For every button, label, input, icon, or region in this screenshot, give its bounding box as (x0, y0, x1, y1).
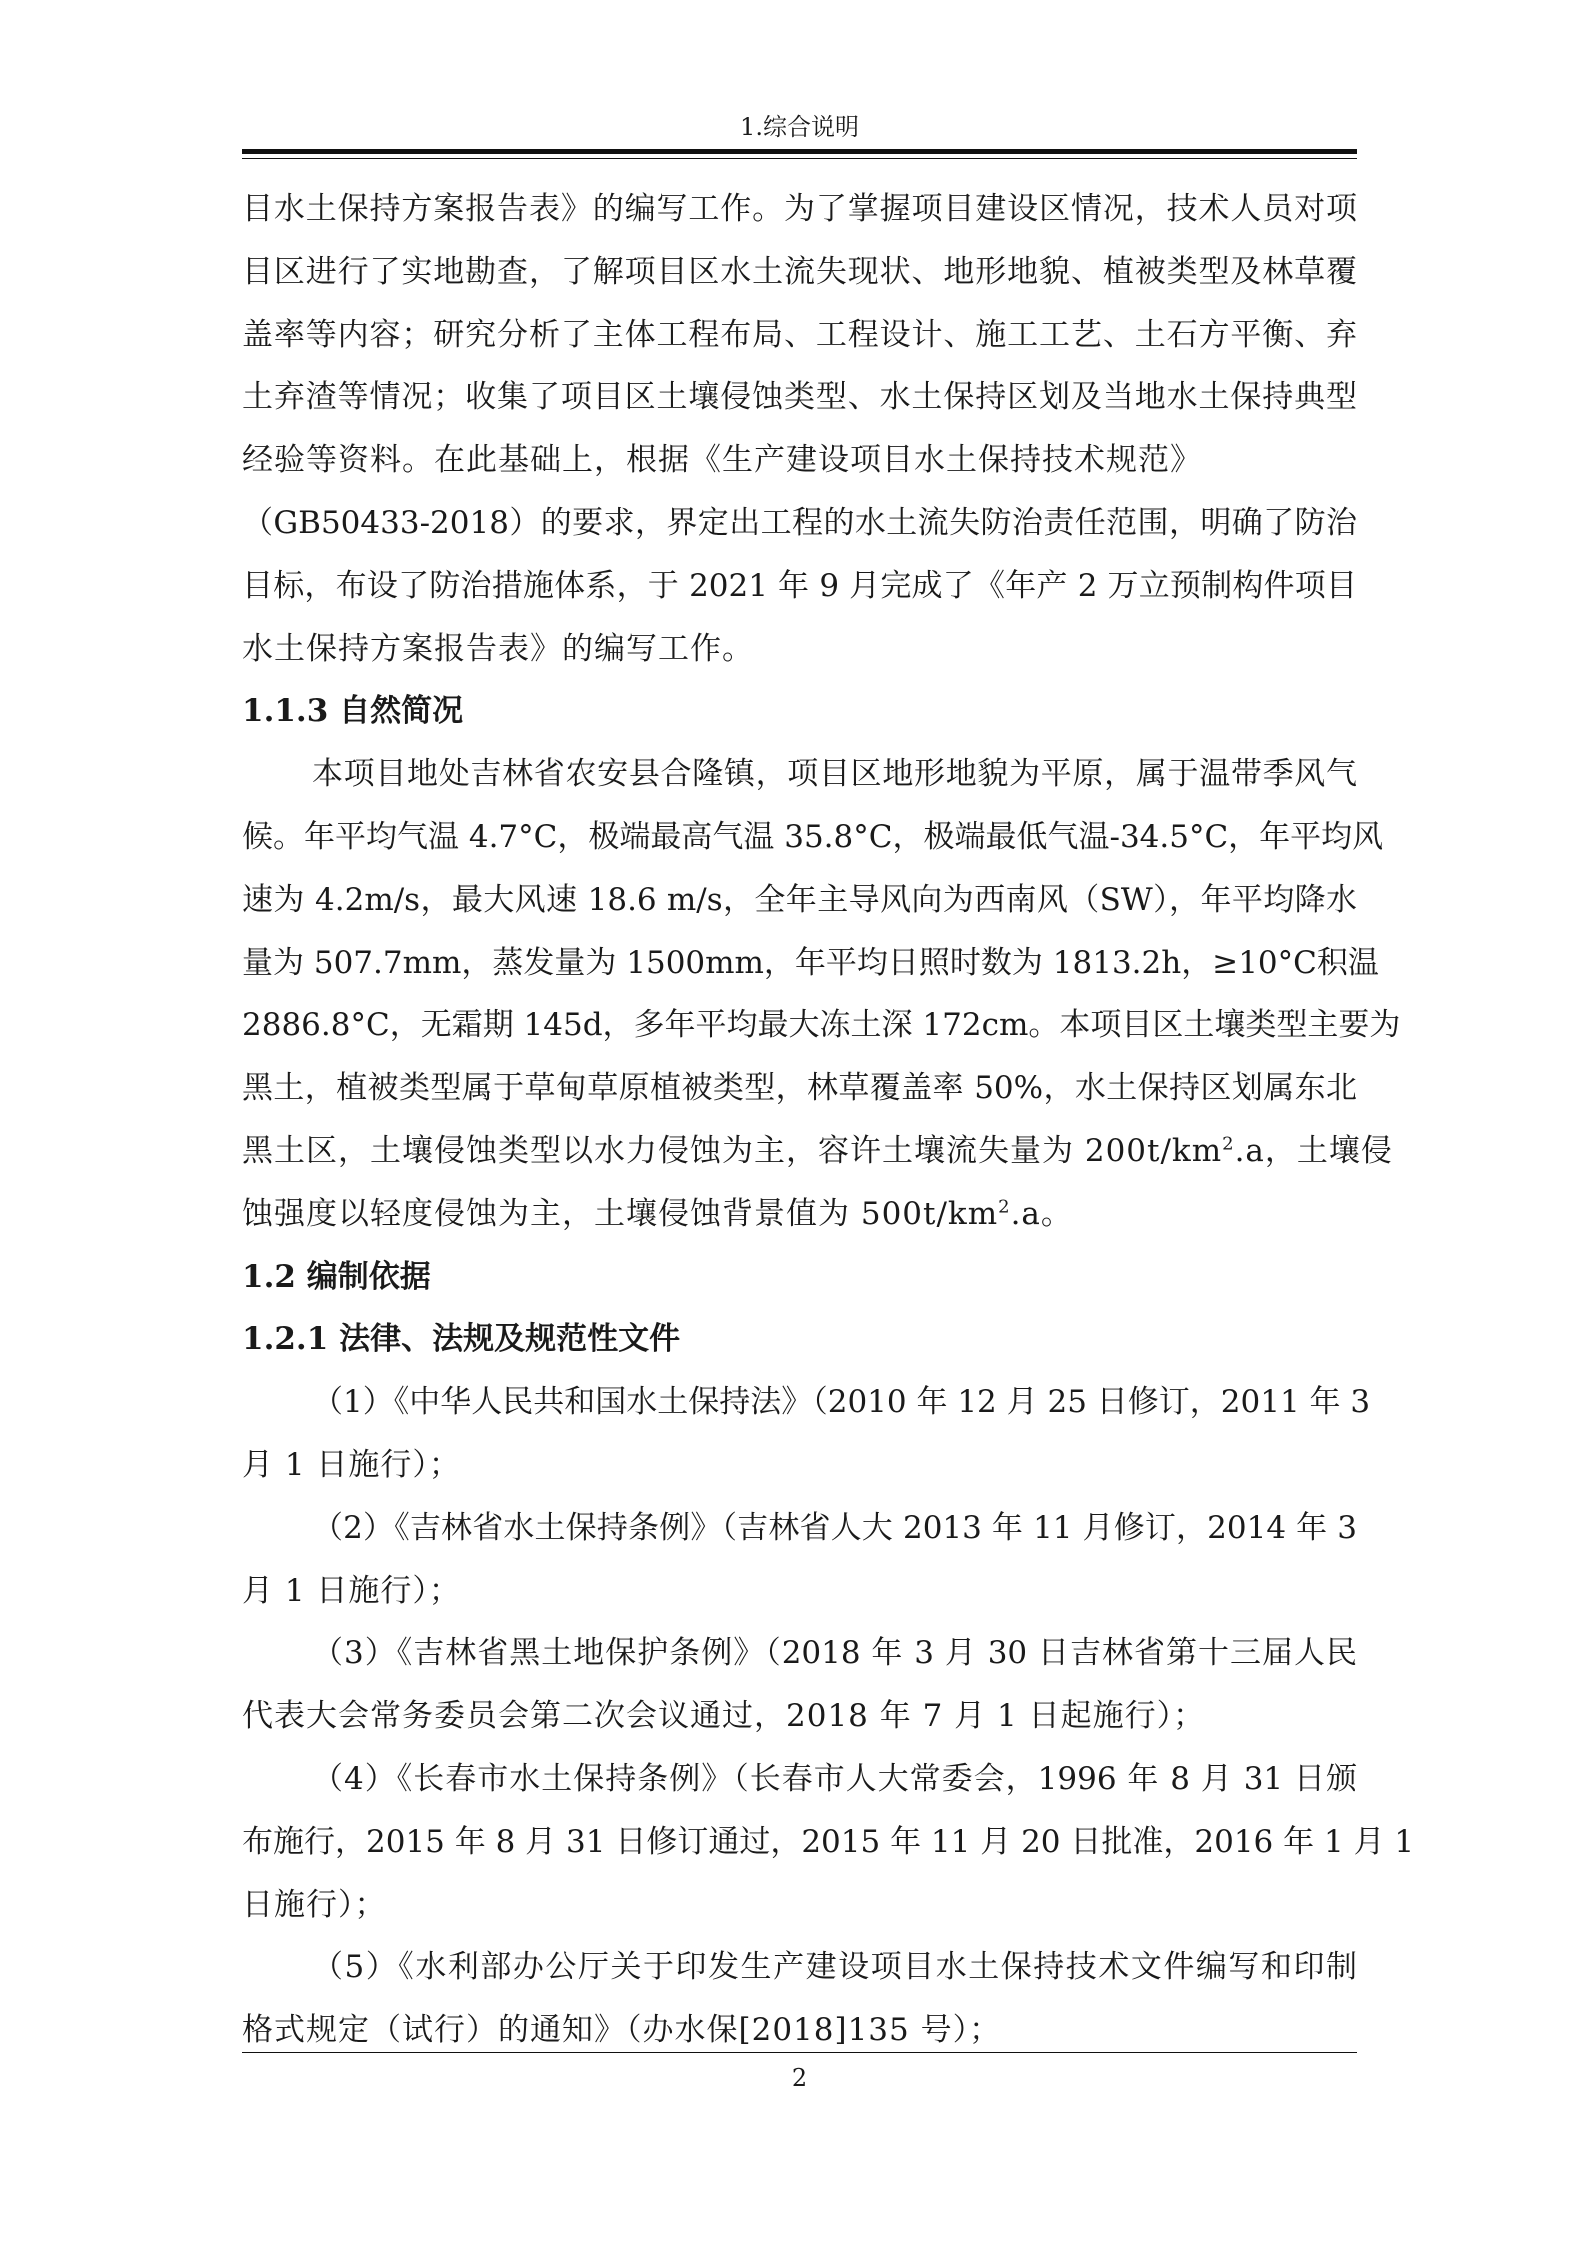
list-item-line: 日施行）； (242, 1886, 387, 1923)
paragraph-line (242, 1183, 1357, 1246)
paragraph-line: 盖率等内容；研究分析了主体工程布局、工程设计、施工工艺、土石方平衡、弃 (242, 316, 1357, 353)
list-item-line: 月 1 日施行）； (242, 1446, 461, 1483)
paragraph-line: 经验等资料。在此基础上，根据《生产建设项目水土保持技术规范》 (242, 442, 1202, 479)
section-heading-1-1-3: 1.1.3 自然简况 (242, 693, 464, 730)
paragraph-line: （GB50433-2018）的要求，界定出工程的水土流失防治责任范围，明确了防治 (242, 504, 1357, 541)
list-item-line: 布施行，2015 年 8 月 31 日修订通过，2015 年 11 月 20 日批准，2016 年 1 月 1 (242, 1823, 1415, 1860)
paragraph-line: 速为 4.2m/s，最大风速 18.6 m/s，全年主导风向为西南风（SW），年平均降水 (242, 881, 1357, 918)
footer-rule (242, 2052, 1357, 2053)
line-text: .a。 (1010, 1195, 1073, 1232)
paragraph-line: 土弃渣等情况；收集了项目区土壤侵蚀类型、水土保持区划及当地水土保持典型 (242, 379, 1357, 416)
section-heading-1-2-1: 1.2.1 法律、法规及规范性文件 (242, 1321, 681, 1358)
list-item-line: （5）《水利部办公厅关于印发生产建设项目水土保持技术文件编写和印制 (312, 1949, 1357, 1986)
superscript: 2 (998, 1196, 1011, 1218)
list-item-line: 代表大会常务委员会第二次会议通过，2018 年 7 月 1 日起施行）； (242, 1698, 1206, 1735)
list-item-line: （2）《吉林省水土保持条例》（吉林省人大 2013 年 11 月修订，2014 年 3 (312, 1509, 1357, 1546)
list-item-line: （4）《长春市水土保持条例》（长春市人大常委会，1996 年 8 月 31 日颁 (312, 1760, 1357, 1797)
list-item-line: 格式规定（试行）的通知》（办水保[2018]135 号）； (242, 2012, 1002, 2049)
document-body (242, 178, 1415, 2062)
paragraph-line: 目水土保持方案报告表》的编写工作。为了掌握项目建设区情况，技术人员对项 (242, 191, 1357, 227)
list-item-line: （3）《吉林省黑土地保护条例》（2018 年 3 月 30 日吉林省第十三届人民 (312, 1635, 1357, 1672)
line-text: 蚀强度以轻度侵蚀为主，土壤侵蚀背景值为 500t/km (242, 1195, 999, 1232)
list-item-line: 月 1 日施行）； (242, 1572, 461, 1609)
line-text: 黑土区，土壤侵蚀类型以水力侵蚀为主，容许土壤流失量为 200t/km (242, 1132, 1223, 1169)
superscript: 2 (1222, 1133, 1235, 1155)
paragraph-line: 水土保持方案报告表》的编写工作。 (242, 630, 754, 667)
paragraph-line: 本项目地处吉林省农安县合隆镇，项目区地形地貌为平原，属于温带季风气 (312, 756, 1357, 793)
header-rule-thin (242, 158, 1357, 159)
line-text: .a，土壤侵 (1234, 1132, 1393, 1169)
paragraph-line: 目标，布设了防治措施体系，于 2021 年 9 月完成了《年产 2 万立预制构件项目 (242, 567, 1357, 604)
paragraph-line: 2886.8°C，无霜期 145d，多年平均最大冻土深 172cm。本项目区土壤类型主要为 (242, 1007, 1401, 1044)
header-rule-thick (242, 149, 1357, 154)
page-number: 2 (791, 2064, 808, 2092)
paragraph-line: 黑土，植被类型属于草甸草原植被类型，林草覆盖率 50%，水土保持区划属东北 (242, 1070, 1357, 1107)
paragraph-line: 目区进行了实地勘查，了解项目区水土流失现状、地形地貌、植被类型及林草覆 (242, 253, 1357, 290)
paragraph-line (242, 1120, 1393, 1183)
running-header: 1.综合说明 (740, 113, 859, 141)
list-item-line: （1）《中华人民共和国水土保持法》（2010 年 12 月 25 日修订，2011 年 3 (312, 1384, 1371, 1421)
paragraph-line: 量为 507.7mm，蒸发量为 1500mm，年平均日照时数为 1813.2h，≥10°C积温 (242, 944, 1379, 981)
paragraph-line: 候。年平均气温 4.7°C，极端最高气温 35.8°C，极端最低气温-34.5°C，年平均风 (242, 818, 1384, 855)
section-heading-1-2: 1.2 编制依据 (242, 1258, 431, 1295)
